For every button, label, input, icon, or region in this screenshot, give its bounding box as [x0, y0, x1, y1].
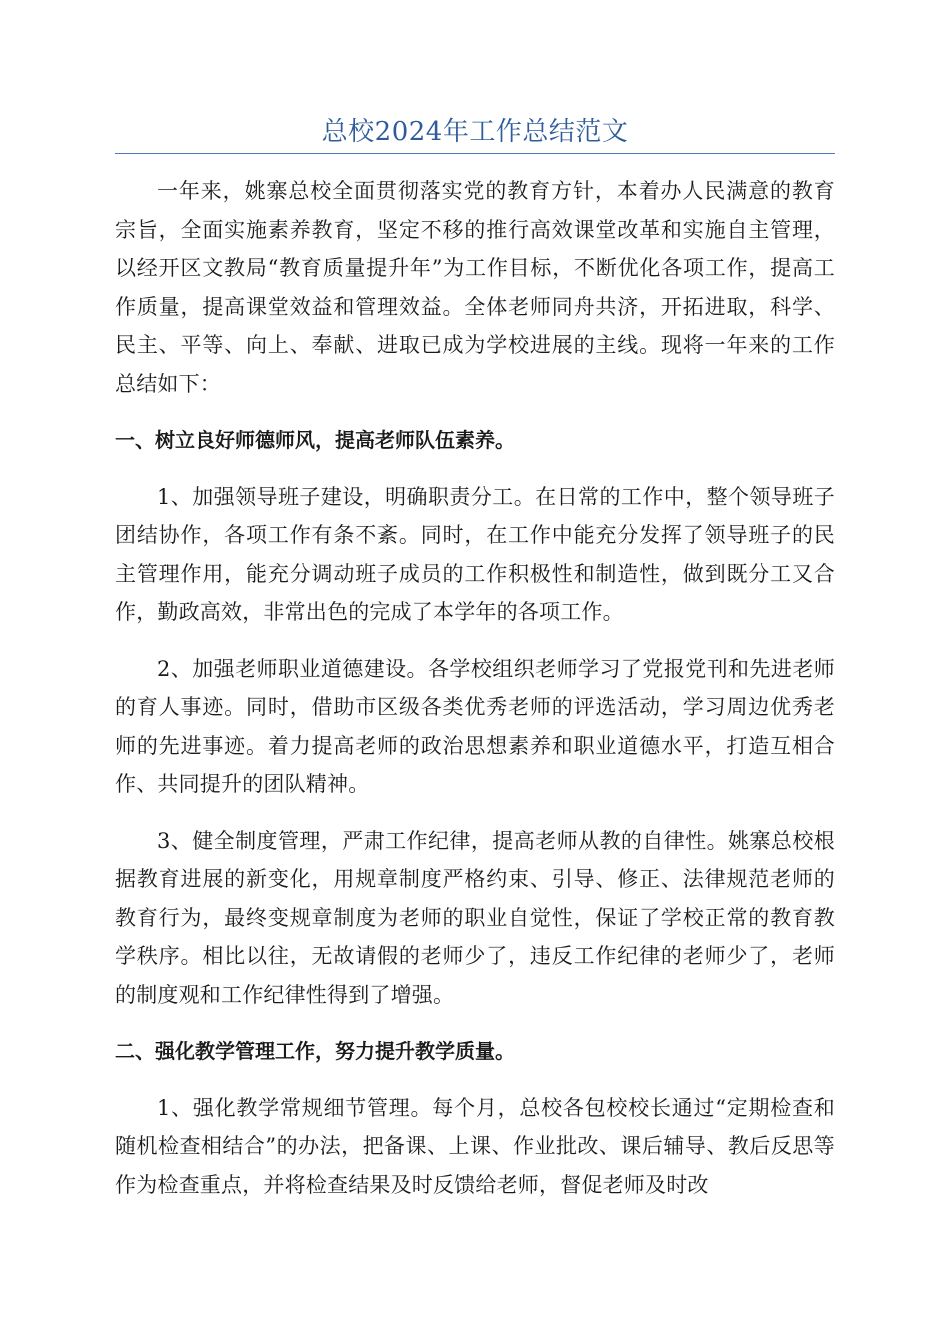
document-body [115, 172, 835, 1222]
section-1-paragraph-1: 1、加强领导班子建设，明确职责分工。在日常的工作中，整个领导班子团结协作，各项工作有条不紊。同时，在工作中能充分发挥了领导班子的民主管理作用，能充分调动班子成员的工作积极性和制造性，做到既分工又合作，勤政高效，非常出色的完成了本学年的各项工作。 [115, 484, 835, 624]
section-1-paragraph-2: 2、加强老师职业道德建设。各学校组织老师学习了党报党刊和先进老师的育人事迹。同时，借助市区级各类优秀老师的评选活动，学习周边优秀老师的先进事迹。着力提高老师的政治思想素养和职业道德水平，打造互相合作、共同提升的团队精神。 [115, 656, 835, 796]
section-2-paragraph-1: 1、强化教学常规细节管理。每个月，总校各包校校长通过“定期检查和随机检查相结合”的办法，把备课、上课、作业批改、课后辅导、教后反思等作为检查重点，并将检查结果及时反馈给老师，督促老师及时改 [115, 1095, 835, 1197]
title-divider [115, 153, 835, 154]
section-1-paragraph-3: 3、健全制度管理，严肃工作纪律，提高老师从教的自律性。姚寨总校根据教育进展的新变化，用规章制度严格约束、引导、修正、法律规范老师的教育行为，最终变规章制度为老师的职业自觉性，保证了学校正常的教育教学秩序。相比以往，无故请假的老师少了，违反工作纪律的老师少了，老师的制度观和工作纪律性得到了增强。 [115, 828, 835, 1007]
document-title: 总校2024年工作总结范文 [321, 117, 629, 147]
section-heading-1: 一、树立良好师德师风，提高老师队伍素养。 [115, 428, 515, 452]
intro-paragraph: 一年来，姚寨总校全面贯彻落实党的教育方针，本着办人民满意的教育宗旨，全面实施素养教育，坚定不移的推行高效课堂改革和实施自主管理，以经开区文教局“教育质量提升年”为工作目标，不断优化各项工作，提高工作质量，提高课堂效益和管理效益。全体老师同舟共济，开拓进取，科学、民主、平等、向上、奉献、进取已成为学校进展的主线。现将一年来的工作总结如下： [115, 179, 835, 396]
section-heading-2: 二、强化教学管理工作，努力提升教学质量。 [115, 1039, 515, 1063]
